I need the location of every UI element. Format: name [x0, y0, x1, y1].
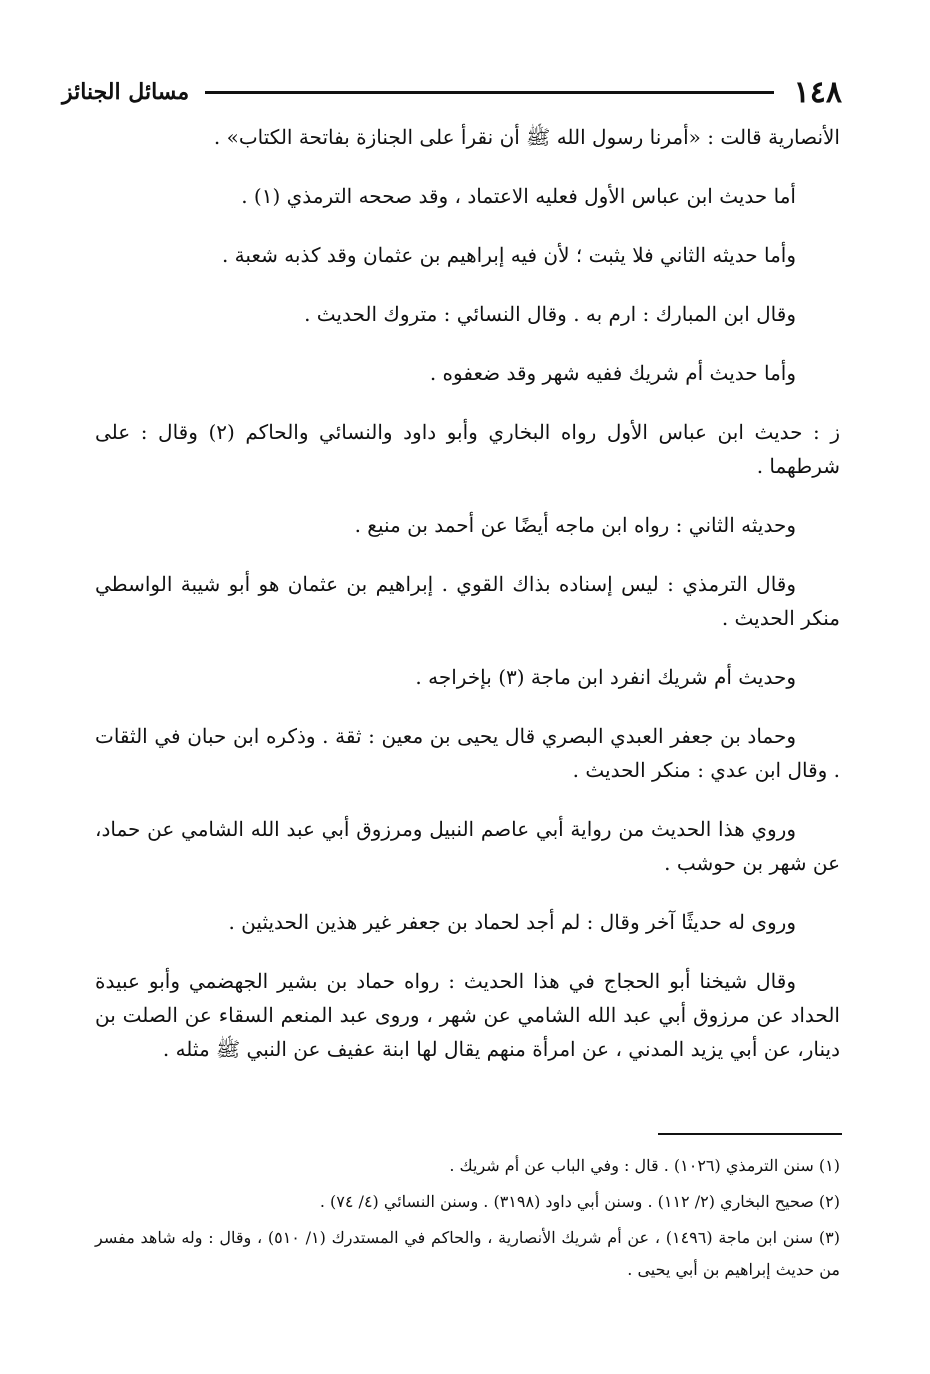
header-rule	[205, 91, 773, 94]
paragraph: الأنصارية قالت : «أمرنا رسول الله ﷺ أن نقرأ على الجنازة بفاتحة الكتاب» .	[213, 125, 840, 149]
paragraph: وقال ابن المبارك : ارم به . وقال النسائي : متروك الحديث .	[304, 302, 796, 326]
page-header	[62, 72, 842, 112]
paragraph: وأما حديث أم شريك ففيه شهر وقد ضعفوه .	[429, 361, 796, 385]
paragraph: وروي هذا الحديث من رواية أبي عاصم النبيل ومرزوق أبي عبد الله الشامي عن حماد، عن شهر بن حوشب .	[95, 817, 840, 875]
footnote-text: سنن ابن ماجة (١٤٩٦) ، عن أم شريك الأنصارية ، والحاكم في المستدرك (١/ ٥١٠) ، وقال : وله شاهد مفسر من حديث إبراهيم بن أبي يحيى .	[95, 1228, 840, 1279]
footnote	[95, 1186, 840, 1218]
paragraph: وحماد بن جعفر العبدي البصري قال يحيى بن معين : ثقة . وذكره ابن حبان في الثقات . وقال ابن عدي : منكر الحديث .	[95, 724, 840, 782]
footnote-text: سنن الترمذي (١٠٢٦) . قال : وفي الباب عن أم شريك .	[449, 1156, 814, 1175]
footnote-marker: (١)	[818, 1156, 840, 1175]
footnote-separator	[658, 1133, 842, 1135]
footnote	[95, 1150, 840, 1182]
paragraph: وأما حديثه الثاني فلا يثبت ؛ لأن فيه إبراهيم بن عثمان وقد كذبه شعبة .	[221, 243, 796, 267]
page-number: ١٤٨	[793, 74, 842, 110]
paragraph: وروى له حديثًا آخر وقال : لم أجد لحماد بن جعفر غير هذين الحديثين .	[228, 910, 796, 934]
footnote	[95, 1222, 840, 1286]
footnote-marker: (٣)	[818, 1228, 841, 1247]
paragraph: وقال الترمذي : ليس إسناده بذاك القوي . إبراهيم بن عثمان هو أبو شيبة الواسطي منكر الحديث .	[95, 572, 840, 630]
running-title: مسائل الجنائز	[62, 79, 190, 105]
paragraph: وحديث أم شريك انفرد ابن ماجة (٣) بإخراجه .	[415, 665, 796, 689]
paragraph: أما حديث ابن عباس الأول فعليه الاعتماد ، وقد صححه الترمذي (١) .	[241, 184, 796, 208]
footnotes	[95, 1150, 840, 1290]
paragraph: ز : حديث ابن عباس الأول رواه البخاري وأبو داود والنسائي والحاكم (٢) وقال : على شرطهما .	[95, 420, 841, 478]
paragraph: وقال شيخنا أبو الحجاج في هذا الحديث : رواه حماد بن بشير الجهضمي وأبو عبيدة الحداد عن مرزوق أبي عبد الله الشامي عن شهر ، وروى عبد المنعم السقاء عن الصلت بن دينار، عن أبي يزيد المدني ، عن امرأة منهم يقال لها ابنة عفيف عن النبي ﷺ مثله .	[95, 969, 840, 1061]
main-text	[95, 120, 840, 1091]
footnote-text: صحيح البخاري (٢/ ١١٢) . وسنن أبي داود (٣١٩٨) . وسنن النسائي (٤/ ٧٤) .	[319, 1192, 814, 1211]
footnote-marker: (٢)	[818, 1192, 840, 1211]
paragraph: وحديثه الثاني : رواه ابن ماجه أيضًا عن أحمد بن منيع .	[354, 513, 796, 537]
